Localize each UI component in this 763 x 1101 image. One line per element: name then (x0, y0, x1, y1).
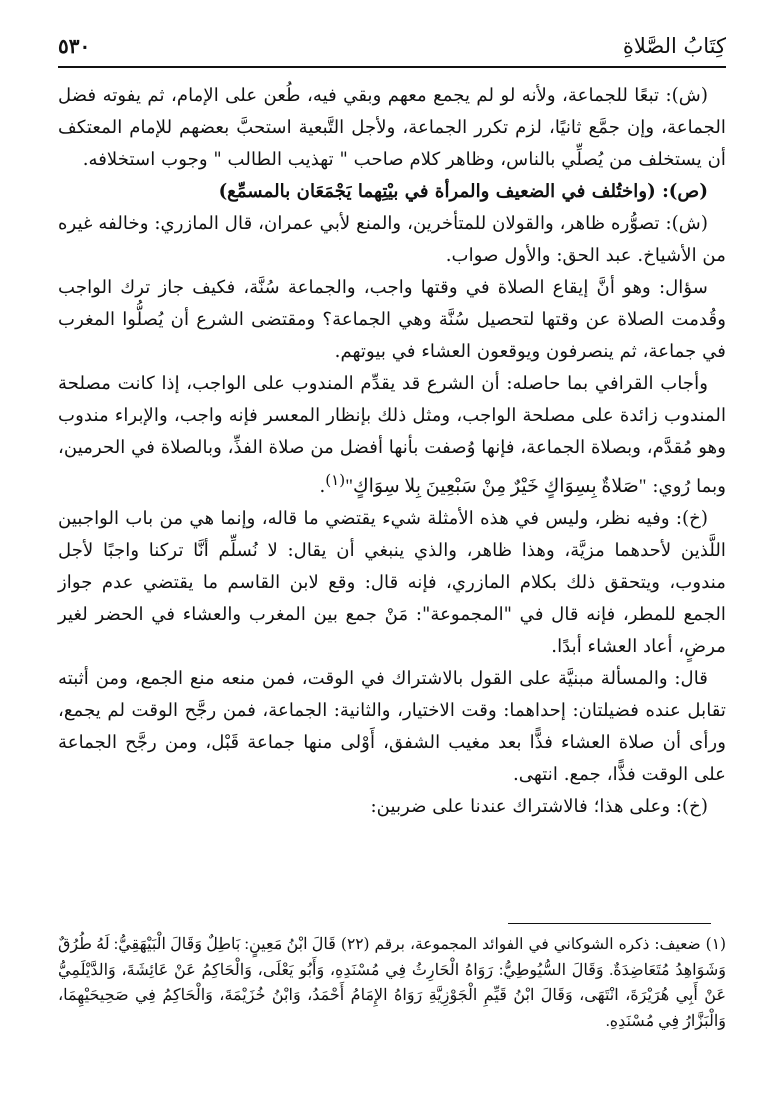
paragraph: سؤال: وهو أنَّ إيقاع الصلاة في وقتها واجب، والجماعة سُنَّة، فكيف جاز ترك الواجب وقُدمت الصلاة عن وقتها لتحصيل سُنَّة وهي الجماعة؟ ومقتضى الشرع أن يُصلُّوا المغرب في جماعة، ثم ينصرفون ويوقعون العشاء في بيوتهم. (58, 277, 726, 362)
running-title: كِتَابُ الصَّلاةِ (622, 34, 726, 58)
paragraph: وأجاب القرافي بما حاصله: أن الشرع قد يقدِّم المندوب على الواجب، إذا كانت مصلحة المندوب زائدة على مصلحة الواجب، ومثل ذلك بإنظار المعسر فإنه واجب، والإبراء مندوب وهو مُقدَّم، وبصلاة الجماعة، فإنها وُصفت بأنها أفضل من صلاة الفذِّ، وبالصلاة في الحرمين، وبما رُوي: "صَلاةٌ بِسِوَاكٍ خَيْرٌ مِنْ سَبْعِينَ بِلا سِوَاكٍ"$^{(١)}$. (58, 373, 726, 498)
paragraph: (خ): وفيه نظر، وليس في هذه الأمثلة شيء يقتضي ما قاله، وإنما هي من باب الواجبين اللَّذين لأحدهما مزيَّة، وهذا ظاهر، والذي ينبغي أن يقال: لا نُسلِّم أنَّا تركنا واجبًا لأجل مندوب، ويتحقق ذلك بكلام المازري، فإنه قال: وقع لابن القاسم ما يقتضي عدم جواز الجمع للمطر، فإنه قال في "المجموعة": مَنْ جمع بين المغرب والعشاء في الحضر لغير مرضٍ، أعاد العشاء أبدًا. (58, 508, 726, 658)
footnote-source: (١) ضعيف: ذكره الشوكاني في الفوائد المجموعة، برقم (٢٢) (340, 935, 726, 953)
paragraph: (ش): تبعًا للجماعة، ولأنه لو لم يجمع معهم وبقي فيه، طُعن على الإمام، ثم يفوته فضل الجماعة، وإن جمَّع ثانيًا، لزم تكرر الجماعة، ولأجل التَّبعية استحبَّ بعضهم للإمام المعتكف أن يستخلف من يُصلِّي بالناس، وظاهر كلام صاحب " تهذيب الطالب " وجوب استخلافه. (58, 85, 726, 170)
header-divider (58, 66, 726, 68)
main-text (58, 80, 726, 823)
page-number: ٥٣٠ (58, 34, 91, 58)
footnote-reference[interactable]: (١) (325, 471, 346, 489)
footnote-quote: قَالَ ابْنُ مَعِينٍ: بَاطِلٌ وَقَالَ الْبَيْهَقِيُّ: لَهُ طُرُقٌ وَشَوَاهِدُ مُتَعَاضِدَةٌ. وَقَالَ السُّيُوطِيُّ: رَوَاهُ الْحَارِثُ فِي مُسْنَدِهِ، وَأَبُو يَعْلَى، وَالْحَاكِمُ عَنْ عَائِشَةَ، وَالدَّيْلَمِيُّ عَنْ أَبِي هُرَيْرَةَ، انْتَهَى، وَقَالَ ابْنُ قَيِّمِ الْجَوْزِيَّةِ رَوَاهُ الإِمَامُ أَحْمَدُ، وَابْنُ خُزَيْمَةَ، وَالْحَاكِمُ فِي صَحِيحَيْهِمَا، وَالْبَزَّارُ فِي مُسْنَدِهِ. (58, 936, 726, 1030)
matn-paragraph: (ص): (واختُلف في الضعيف والمرأة في بيْتِهما يَجْمَعَان بالمسمِّع) (218, 181, 708, 202)
paragraph: قال: والمسألة مبنيَّة على القول بالاشتراك في الوقت، فمن منعه منع الجمع، ومن أثبته تقابل عنده فضيلتان: إحداهما: وقت الاختيار، والثانية: الجماعة، فمن رجَّح الوقت لم يجمع، ورأى أن صلاة العشاء فذًّا بعد مغيب الشفق، أَوْلى منها جماعة قَبْل، ومن رجَّح الجماعة على الوقت فذًّا، جمع. انتهى. (58, 668, 726, 786)
hadith-quote: "صَلاةٌ بِسِوَاكٍ خَيْرٌ مِنْ سَبْعِينَ بِلا سِوَاكٍ" (345, 476, 647, 498)
paragraph-text: وأجاب القرافي بما حاصله: أن الشرع قد يقدِّم المندوب على الواجب، إذا كانت مصلحة المندوب زائدة على مصلحة الواجب، ومثل ذلك بإنظار المعسر فإنه واجب، والإبراء مندوب وهو مُقدَّم، وبصلاة الجماعة، فإنها وُصفت بأنها أفضل من صلاة الفذِّ، وبالصلاة في الحرمين، وبما رُوي: (58, 373, 726, 498)
page-header (58, 26, 726, 66)
footnote-divider (508, 923, 711, 924)
footnote (58, 932, 726, 1034)
paragraph: (ش): تصوُّره ظاهر، والقولان للمتأخرين، والمنع لأبي عمران، قال المازري: وخالفه غيره من الأشياخ. عبد الحق: والأول صواب. (58, 213, 726, 266)
paragraph: (خ): وعلى هذا؛ فالاشتراك عندنا على ضربين: (370, 796, 708, 818)
